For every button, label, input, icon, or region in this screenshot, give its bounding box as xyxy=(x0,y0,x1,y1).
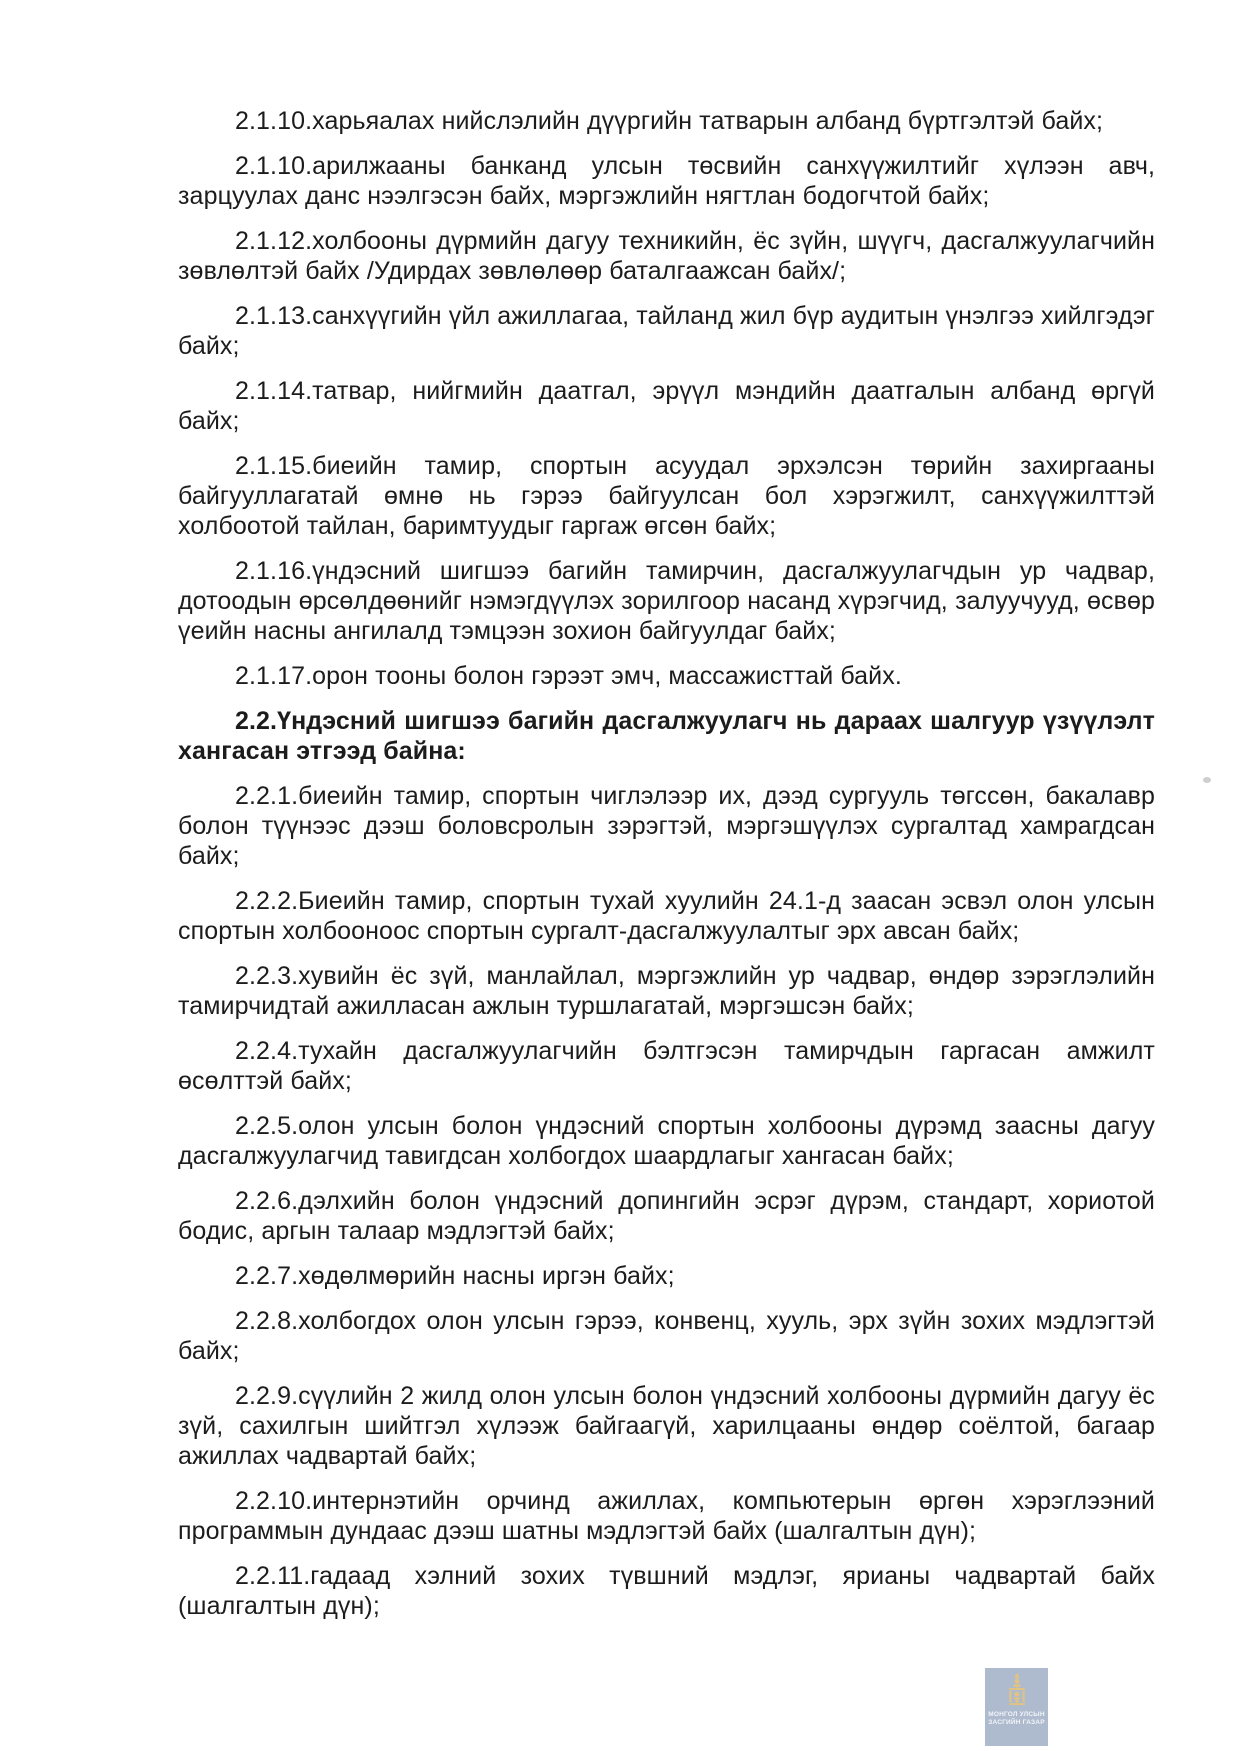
paragraph: 2.1.14.татвар, нийгмийн даатгал, эрүүл мэндийн даатгалын албанд өргүй байх; xyxy=(178,377,1155,435)
paragraph: 2.2.7.хөдөлмөрийн насны иргэн байх; xyxy=(235,1262,675,1290)
paragraph: 2.2.10.интернэтийн орчинд ажиллах, компьютерын өргөн хэрэглээний программын дундаас дээш шатны мэдлэгтэй байх (шалгалтын дүн); xyxy=(178,1487,1155,1545)
paragraph: 2.1.10.харьяалах нийслэлийн дүүргийн татварын албанд бүртгэлтэй байх; xyxy=(235,107,1104,135)
paragraph: 2.2.6.дэлхийн болон үндэсний допингийн эсрэг дүрэм, стандарт, хориотой бодис, аргын талаар мэдлэгтэй байх; xyxy=(178,1187,1155,1245)
paragraph: 2.1.17.орон тооны болон гэрээт эмч, массажисттай байх. xyxy=(235,662,902,690)
paragraph: 2.2.8.холбогдох олон улсын гэрээ, конвенц, хууль, эрх зүйн зохих мэдлэгтэй байх; xyxy=(178,1307,1155,1365)
logo-caption-line2: ЗАСГИЙН ГАЗАР xyxy=(988,1719,1045,1726)
paragraph-list xyxy=(178,106,1155,1636)
logo-caption-line1: МОНГОЛ УЛСЫН xyxy=(988,1711,1045,1718)
paragraph: 2.2.9.сүүлийн 2 жилд олон улсын болон үндэсний холбооны дүрмийн дагуу ёс зүй, сахилгын шийтгэл хүлээж байгаагүй, харилцааны өндөр соёлтой, багаар ажиллах чадвартай байх; xyxy=(178,1382,1155,1470)
paragraph: 2.2.11.гадаад хэлний зохих түвшний мэдлэг, ярианы чадвартай байх (шалгалтын дүн); xyxy=(178,1562,1155,1620)
paragraph: 2.2.Үндэсний шигшээ багийн дасгалжуулагч нь дараах шалгуур үзүүлэлт хангасан этгээд байна: xyxy=(178,707,1155,765)
paragraph: 2.1.16.үндэсний шигшээ багийн тамирчин, дасгалжуулагчдын ур чадвар, дотоодын өрсөлдөөнийг нэмэгдүүлэх зорилгоор насанд хүрэгчид, залуучууд, өсвөр үеийн насны ангилалд тэмцээн зохион байгуулдаг байх; xyxy=(178,557,1155,645)
paragraph: 2.2.4.тухайн дасгалжуулагчийн бэлтгэсэн тамирчдын гаргасан амжилт өсөлттэй байх; xyxy=(178,1037,1155,1095)
paragraph: 2.2.3.хувийн ёс зүй, манлайлал, мэргэжлийн ур чадвар, өндөр зэрэглэлийн тамирчидтай ажилласан ажлын туршлагатай, мэргэшсэн байх; xyxy=(178,962,1155,1020)
paragraph: 2.1.15.биеийн тамир, спортын асуудал эрхэлсэн төрийн захиргааны байгууллагатай өмнө нь гэрээ байгуулсан бол хэрэгжилт, санхүүжилттэй холбоотой тайлан, баримтуудыг гаргаж өгсөн байх; xyxy=(178,452,1155,540)
paragraph: 2.1.12.холбооны дүрмийн дагуу техникийн, ёс зүйн, шүүгч, дасгалжуулагчийн зөвлөлтэй байх /Удирдах зөвлөлөөр баталгаажсан байх/; xyxy=(178,227,1155,285)
soyombo-icon xyxy=(1004,1673,1030,1707)
government-logo xyxy=(985,1668,1048,1746)
paragraph: 2.2.5.олон улсын болон үндэсний спортын холбооны дүрэмд заасны дагуу дасгалжуулагчид тавигдсан холбогдох шаардлагыг хангасан байх; xyxy=(178,1112,1155,1170)
government-logo-caption xyxy=(988,1711,1045,1727)
paragraph: 2.2.2.Биеийн тамир, спортын тухай хуулийн 24.1-д заасан эсвэл олон улсын спортын холбооноос спортын сургалт-дасгалжуулалтыг эрх авсан байх; xyxy=(178,887,1155,945)
scan-artifact xyxy=(1203,777,1211,783)
paragraph: 2.1.10.арилжааны банканд улсын төсвийн санхүүжилтийг хүлээн авч, зарцуулах данс нээлгэсэн байх, мэргэжлийн нягтлан бодогчтой байх; xyxy=(178,152,1155,210)
paragraph: 2.1.13.санхүүгийн үйл ажиллагаа, тайланд жил бүр аудитын үнэлгээ хийлгэдэг байх; xyxy=(178,302,1155,360)
paragraph: 2.2.1.биеийн тамир, спортын чиглэлээр их, дээд сургууль төгссөн, бакалавр болон түүнээс дээш боловсролын зэрэгтэй, мэргэшүүлэх сургалтад хамрагдсан байх; xyxy=(178,782,1155,870)
